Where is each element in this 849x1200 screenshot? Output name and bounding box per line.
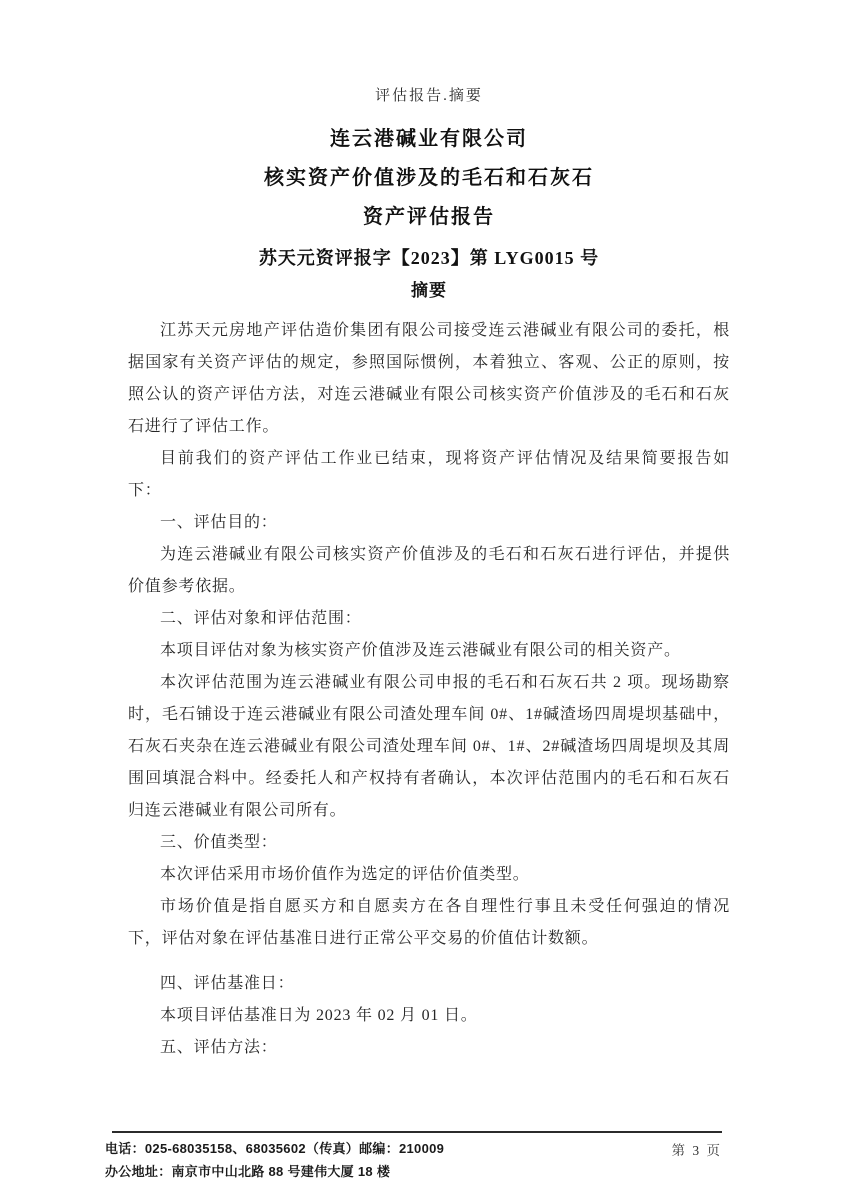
page-header-label: 评估报告.摘要 [375,88,483,104]
report-title-type: 资产评估报告 [363,206,495,228]
report-doc-number: 苏天元资评报字【2023】第 LYG0015 号 [258,248,600,268]
para-status: 目前我们的资产评估工作业已结束，现将资产评估情况及结果简要报告如下： [128,450,730,499]
footer-phone-line: 电话：025-68035158、68035602（传真）邮编：210009 [105,1141,445,1156]
heading-purpose: 一、评估目的： [160,514,278,531]
para-value-type: 本次评估采用市场价值作为选定的评估价值类型。 [160,866,530,883]
footer-contact-block [105,1137,444,1183]
footer-address-line: 办公地址：南京市中山北路 88 号建伟大厦 18 楼 [105,1164,391,1179]
para-scope: 本次评估范围为连云港碱业有限公司申报的毛石和石灰石共 2 项。现场勘察时，毛石铺设于连云港碱业有限公司渣处理车间 0#、1#碱渣场四周堤坝基础中，石灰石夹杂在连云港碱业有限公司渣处理车间 0#、1#、2#碱渣场四周堤坝及其周围回填混合料中。经委托人和产权持有者确认，本次评估范围内的毛石和石灰石归连云港碱业有限公司所有。 [128,674,730,819]
heading-method: 五、评估方法： [160,1039,278,1056]
report-title-company: 连云港碱业有限公司 [330,128,528,150]
footer-divider [112,1131,722,1133]
heading-object-scope: 二、评估对象和评估范围： [160,610,362,627]
para-intro: 江苏天元房地产评估造价集团有限公司接受连云港碱业有限公司的委托，根据国家有关资产评估的规定，参照国际惯例，本着独立、客观、公正的原则，按照公认的资产评估方法，对连云港碱业有限公司核实资产价值涉及的毛石和石灰石进行了评估工作。 [128,322,730,435]
report-title-subject: 核实资产价值涉及的毛石和石灰石 [264,167,594,189]
para-purpose: 为连云港碱业有限公司核实资产价值涉及的毛石和石灰石进行评估，并提供价值参考依据。 [128,546,730,595]
heading-base-date: 四、评估基准日： [160,975,295,992]
abstract-heading: 摘要 [411,281,447,300]
para-object: 本项目评估对象为核实资产价值涉及连云港碱业有限公司的相关资产。 [160,642,681,659]
para-base-date: 本项目评估基准日为 2023 年 02 月 01 日。 [160,1007,478,1024]
report-body [128,315,730,1064]
heading-value-type: 三、价值类型： [160,834,278,851]
footer-page-number: 第 3 页 [671,1143,722,1158]
para-market-value: 市场价值是指自愿买方和自愿卖方在各自理性行事且未受任何强迫的情况下，评估对象在评估基准日进行正常公平交易的价值估计数额。 [128,898,730,947]
